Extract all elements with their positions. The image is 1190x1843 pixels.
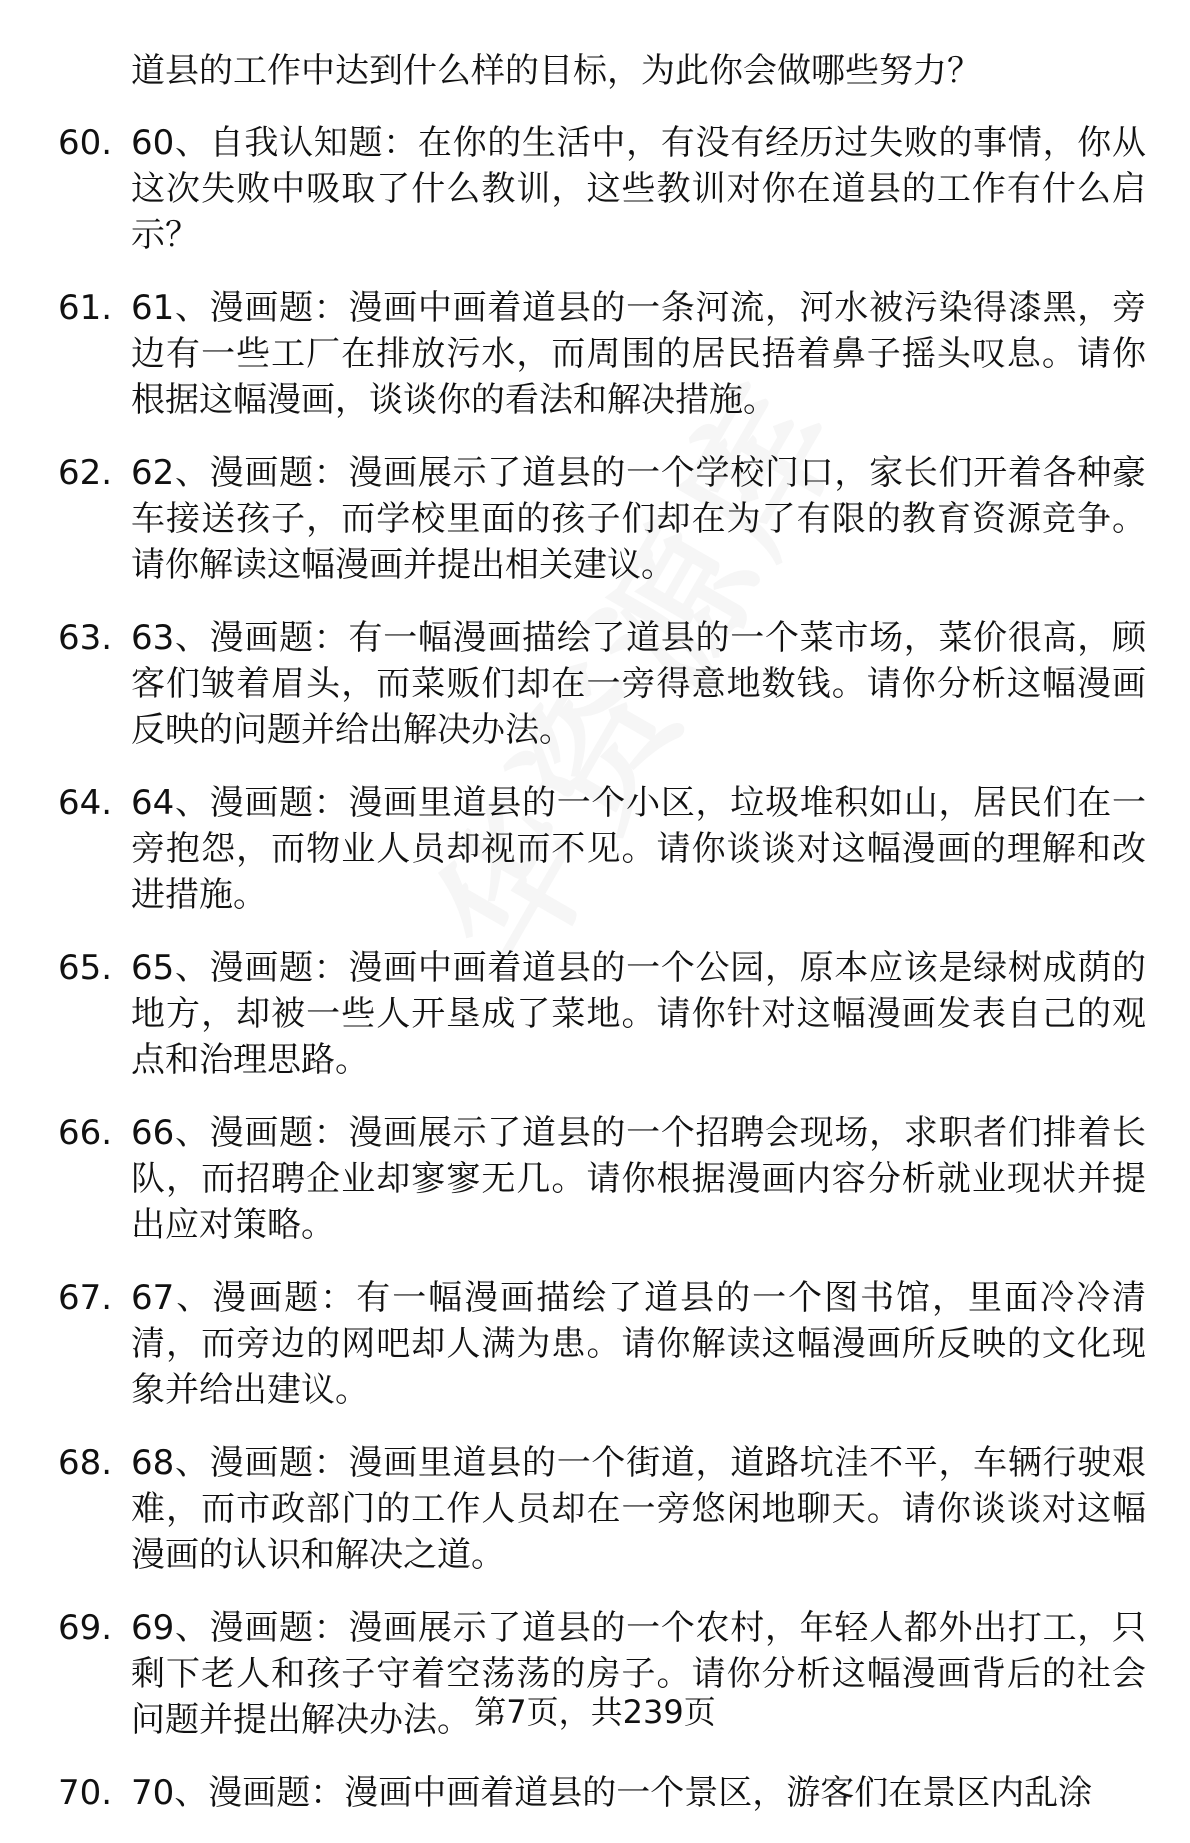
item-number: 67. [58,1278,113,1318]
list-item [0,285,1190,423]
item-number: 69. [58,1608,113,1648]
item-number: 66. [58,1113,113,1153]
item-number: 64. [58,783,113,823]
item-text: 67、漫画题：有一幅漫画描绘了道县的一个图书馆，里面冷冷清清，而旁边的网吧却人满为患。请你解读这幅漫画所反映的文化现象并给出建议。 [131,1278,1146,1410]
list-item [0,1440,1190,1578]
item-text: 68、漫画题：漫画里道县的一个街道，道路坑洼不平，车辆行驶艰难，而市政部门的工作人员却在一旁悠闲地聊天。请你谈谈对这幅漫画的认识和解决之道。 [131,1443,1146,1575]
list-item [0,1110,1190,1248]
list-item [0,1275,1190,1413]
item-text: 61、漫画题：漫画中画着道县的一条河流，河水被污染得漆黑，旁边有一些工厂在排放污水，而周围的居民捂着鼻子摇头叹息。请你根据这幅漫画，谈谈你的看法和解决措施。 [131,288,1146,420]
item-number: 62. [58,453,113,493]
item-number: 70. [58,1773,113,1813]
item-text: 66、漫画题：漫画展示了道县的一个招聘会现场，求职者们排着长队，而招聘企业却寥寥无几。请你根据漫画内容分析就业现状并提出应对策略。 [131,1113,1146,1245]
item-text: 70、漫画题：漫画中画着道县的一个景区，游客们在景区内乱涂 [131,1773,1093,1813]
list-item [0,615,1190,753]
document-body [0,48,1190,1843]
list-item [0,780,1190,918]
item-text: 60、自我认知题：在你的生活中，有没有经历过失败的事情，你从这次失败中吸取了什么教训，这些教训对你在道县的工作有什么启示？ [131,123,1146,255]
item-number: 63. [58,618,113,658]
list-item [0,945,1190,1083]
item-text: 69、漫画题：漫画展示了道县的一个农村，年轻人都外出打工，只剩下老人和孩子守着空荡荡的房子。请你分析这幅漫画背后的社会问题并提出解决办法。 [131,1608,1146,1740]
item-number: 68. [58,1443,113,1483]
item-text: 64、漫画题：漫画里道县的一个小区，垃圾堆积如山，居民们在一旁抱怨，而物业人员却视而不见。请你谈谈对这幅漫画的理解和改进措施。 [131,783,1146,915]
item-number: 61. [58,288,113,328]
item-number: 65. [58,948,113,988]
list-item [0,450,1190,588]
item-text: 65、漫画题：漫画中画着道县的一个公园，原本应该是绿树成荫的地方，却被一些人开垦成了菜地。请你针对这幅漫画发表自己的观点和治理思路。 [131,948,1146,1080]
page-footer: 第7页，共239页 [474,1693,716,1731]
item-text: 62、漫画题：漫画展示了道县的一个学校门口，家长们开着各种豪车接送孩子，而学校里面的孩子们却在为了有限的教育资源竞争。请你解读这幅漫画并提出相关建议。 [131,453,1146,585]
item-text: 63、漫画题：有一幅漫画描绘了道县的一个菜市场，菜价很高，顾客们皱着眉头，而菜贩们却在一旁得意地数钱。请你分析这幅漫画反映的问题并给出解决办法。 [131,618,1146,750]
continuation-text: 道县的工作中达到什么样的目标，为此你会做哪些努力？ [131,51,981,91]
item-number: 60. [58,123,113,163]
list-item [0,1770,1190,1816]
list-item [0,120,1190,258]
